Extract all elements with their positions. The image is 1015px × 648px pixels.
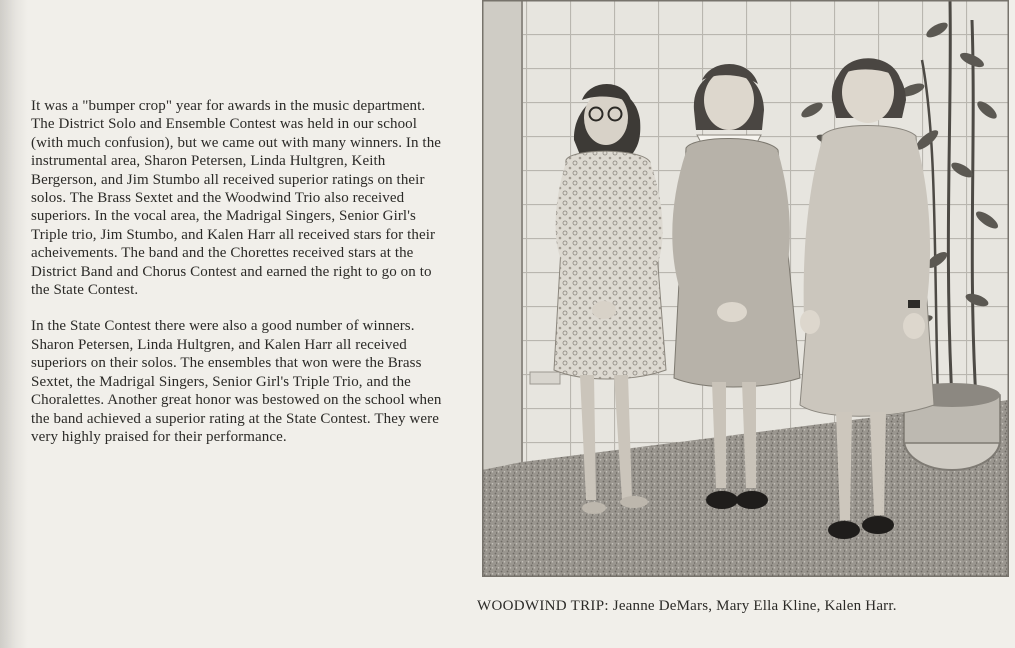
caption-names: Jeanne DeMars, Mary Ella Kline, Kalen Harr. xyxy=(612,598,897,614)
page-binding-gutter xyxy=(0,0,28,648)
wall-corner xyxy=(482,0,522,470)
wall-vent xyxy=(530,372,560,384)
article-paragraph-2: In the State Contest there were also a good number of winners. Sharon Petersen, Linda Hultgren, and Kalen Harr all received superiors on their solos. The ensembles that won were the Brass Sextet, the Madrigal Singers, Senior Girl's Triple Trio, and the Choralettes. Another great honor was bestowed on the school when the band achieved a superior rating at the State Contest. They were very highly praised for their performance. xyxy=(31,318,442,445)
photo-illustration xyxy=(482,0,1009,577)
photo-caption xyxy=(477,597,1007,616)
article-body xyxy=(31,97,451,446)
article-paragraph-1: It was a "bumper crop" year for awards in the music department. The District Solo and Ensemble Contest was held in our school (with much confusion), but we came out with many winners. In the instrumental area, Sharon Petersen, Linda Hultgren, Keith Bergerson, and Jim Stumbo all received superior ratings on their solos. The Brass Sextet and the Woodwind Trio also received superiors. In the vocal area, the Madrigal Singers, Senior Girl's Triple trio, Jim Stumbo, and Kalen Harr all received stars for their acheivements. The band and the Chorettes received stars at the District Band and Chorus Contest and earned the right to go on to the State Contest. xyxy=(31,98,442,299)
caption-label: WOODWIND TRIP: xyxy=(477,598,609,614)
group-photo xyxy=(482,0,1009,577)
